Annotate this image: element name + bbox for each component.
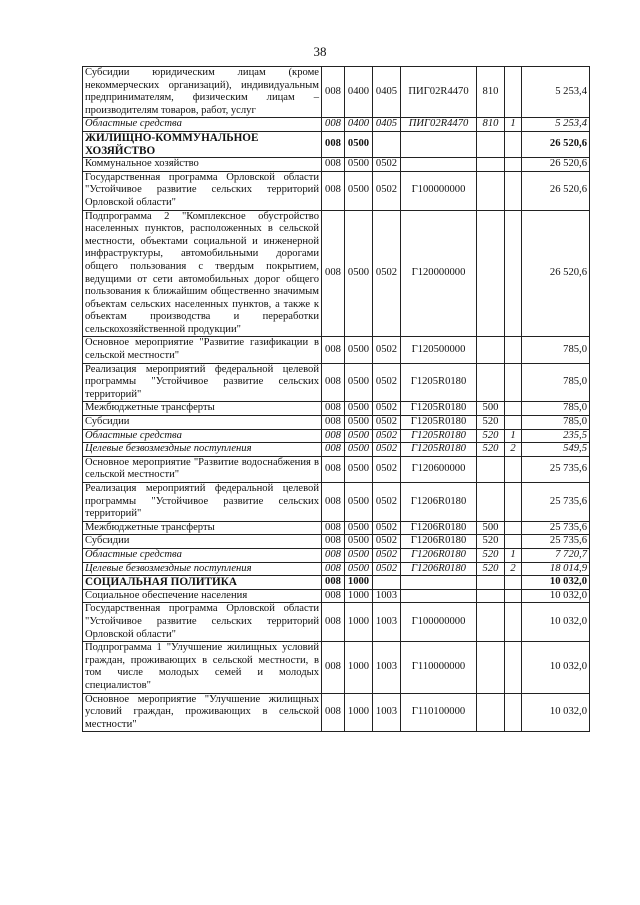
target-article-cell: Г1206R0180 — [401, 535, 477, 549]
row-name-cell: Подпрограмма 2 "Комплексное обустройство населенных пунктов, расположенных в сельской местности, объектами социальной и инженерной инфраструктуры, автомобильными дорогами общего пользования с твердым покрытием, ведущими от сети автомобильных дорог общего пользования к ближайшим общественно значимым объектам сельских населенных пунктов, а также к объектам производства и переработки сельскохозяйственной продукции" — [83, 210, 322, 337]
funding-source-cell — [505, 158, 522, 172]
table-row — [83, 171, 590, 210]
row-name-cell: Целевые безвозмездные поступления — [83, 443, 322, 457]
subsection-code-cell: 1003 — [373, 589, 401, 603]
table-row — [83, 589, 590, 603]
ved-code-cell: 008 — [322, 67, 345, 118]
expense-type-cell: 520 — [477, 548, 505, 562]
table-row — [83, 131, 590, 157]
target-article-cell: ПИГ02R4470 — [401, 67, 477, 118]
expense-type-cell — [477, 456, 505, 482]
target-article-cell: Г1206R0180 — [401, 483, 477, 522]
expense-type-cell: 810 — [477, 118, 505, 132]
ved-code-cell: 008 — [322, 443, 345, 457]
subsection-code-cell: 0405 — [373, 118, 401, 132]
target-article-cell: Г120000000 — [401, 210, 477, 337]
funding-source-cell — [505, 210, 522, 337]
section-code-cell: 0500 — [345, 337, 373, 363]
section-code-cell: 1000 — [345, 693, 373, 732]
amount-cell: 5 253,4 — [522, 118, 590, 132]
section-code-cell: 0500 — [345, 456, 373, 482]
subsection-code-cell: 1003 — [373, 642, 401, 693]
table-row — [83, 603, 590, 642]
expense-type-cell: 520 — [477, 443, 505, 457]
target-article-cell: Г110100000 — [401, 693, 477, 732]
table-row — [83, 535, 590, 549]
ved-code-cell: 008 — [322, 158, 345, 172]
ved-code-cell: 008 — [322, 363, 345, 402]
expense-type-cell — [477, 131, 505, 157]
subsection-code-cell: 0502 — [373, 456, 401, 482]
amount-cell: 26 520,6 — [522, 210, 590, 337]
ved-code-cell: 008 — [322, 171, 345, 210]
target-article-cell: Г110000000 — [401, 642, 477, 693]
target-article-cell: Г1205R0180 — [401, 416, 477, 430]
section-code-cell: 0500 — [345, 548, 373, 562]
section-code-cell: 0400 — [345, 67, 373, 118]
expense-type-cell — [477, 210, 505, 337]
expense-type-cell — [477, 171, 505, 210]
funding-source-cell: 2 — [505, 562, 522, 576]
subsection-code-cell: 0502 — [373, 402, 401, 416]
section-code-cell: 0500 — [345, 535, 373, 549]
section-code-cell: 0500 — [345, 210, 373, 337]
funding-source-cell — [505, 535, 522, 549]
table-row — [83, 642, 590, 693]
amount-cell: 5 253,4 — [522, 67, 590, 118]
row-name-cell: Реализация мероприятий федеральной целевой программы "Устойчивое развитие сельских территорий" — [83, 363, 322, 402]
subsection-code-cell: 1003 — [373, 693, 401, 732]
ved-code-cell: 008 — [322, 416, 345, 430]
amount-cell: 25 735,6 — [522, 521, 590, 535]
ved-code-cell: 008 — [322, 548, 345, 562]
target-article-cell: Г100000000 — [401, 171, 477, 210]
table-row — [83, 429, 590, 443]
row-name-cell: Основное мероприятие "Развитие водоснабжения в сельской местности" — [83, 456, 322, 482]
amount-cell: 10 032,0 — [522, 576, 590, 590]
section-code-cell: 0500 — [345, 429, 373, 443]
ved-code-cell: 008 — [322, 429, 345, 443]
expense-type-cell — [477, 483, 505, 522]
target-article-cell: ПИГ02R4470 — [401, 118, 477, 132]
section-code-cell: 0500 — [345, 483, 373, 522]
table-row — [83, 363, 590, 402]
table-row — [83, 693, 590, 732]
ved-code-cell: 008 — [322, 456, 345, 482]
section-code-cell: 0500 — [345, 443, 373, 457]
ved-code-cell: 008 — [322, 483, 345, 522]
amount-cell: 25 735,6 — [522, 456, 590, 482]
table-row — [83, 576, 590, 590]
table-row — [83, 548, 590, 562]
target-article-cell: Г1205R0180 — [401, 443, 477, 457]
target-article-cell — [401, 576, 477, 590]
row-name-cell: Межбюджетные трансферты — [83, 402, 322, 416]
ved-code-cell: 008 — [322, 521, 345, 535]
row-name-cell: Государственная программа Орловской области "Устойчивое развитие сельских территорий Орловской области" — [83, 171, 322, 210]
subsection-code-cell: 0502 — [373, 158, 401, 172]
row-name-cell: Реализация мероприятий федеральной целевой программы "Устойчивое развитие сельских территорий" — [83, 483, 322, 522]
section-code-cell: 1000 — [345, 642, 373, 693]
subsection-code-cell: 0502 — [373, 521, 401, 535]
expense-type-cell: 500 — [477, 521, 505, 535]
table-row — [83, 337, 590, 363]
expense-type-cell — [477, 603, 505, 642]
row-name-cell: Субсидии юридическим лицам (кроме некоммерческих организаций), индивидуальным предпринимателям, физическим лицам – производителям товаров, работ, услуг — [83, 67, 322, 118]
subsection-code-cell: 0502 — [373, 535, 401, 549]
row-name-cell: Субсидии — [83, 416, 322, 430]
ved-code-cell: 008 — [322, 337, 345, 363]
row-name-cell: Межбюджетные трансферты — [83, 521, 322, 535]
funding-source-cell — [505, 456, 522, 482]
target-article-cell — [401, 589, 477, 603]
funding-source-cell: 1 — [505, 118, 522, 132]
expense-type-cell: 520 — [477, 416, 505, 430]
section-code-cell: 1000 — [345, 589, 373, 603]
funding-source-cell — [505, 589, 522, 603]
amount-cell: 26 520,6 — [522, 131, 590, 157]
expense-type-cell — [477, 337, 505, 363]
section-code-cell: 0400 — [345, 118, 373, 132]
funding-source-cell — [505, 363, 522, 402]
funding-source-cell: 1 — [505, 429, 522, 443]
ved-code-cell: 008 — [322, 589, 345, 603]
table-row — [83, 521, 590, 535]
row-name-cell: Областные средства — [83, 548, 322, 562]
subsection-code-cell: 0502 — [373, 429, 401, 443]
subsection-code-cell: 0502 — [373, 443, 401, 457]
target-article-cell: Г1206R0180 — [401, 562, 477, 576]
table-row — [83, 443, 590, 457]
row-name-cell: Основное мероприятие "Улучшение жилищных условий граждан, проживающих в сельской местности" — [83, 693, 322, 732]
funding-source-cell: 1 — [505, 548, 522, 562]
target-article-cell: Г1205R0180 — [401, 363, 477, 402]
target-article-cell: Г1205R0180 — [401, 429, 477, 443]
expense-type-cell: 500 — [477, 402, 505, 416]
expense-type-cell — [477, 158, 505, 172]
funding-source-cell — [505, 576, 522, 590]
section-code-cell: 0500 — [345, 363, 373, 402]
row-name-cell: Государственная программа Орловской области "Устойчивое развитие сельских территорий Орловской области" — [83, 603, 322, 642]
subsection-code-cell: 0502 — [373, 483, 401, 522]
expense-type-cell — [477, 363, 505, 402]
expense-type-cell — [477, 589, 505, 603]
row-name-cell: Основное мероприятие "Развитие газификации в сельской местности" — [83, 337, 322, 363]
amount-cell: 7 720,7 — [522, 548, 590, 562]
funding-source-cell — [505, 337, 522, 363]
table-row — [83, 416, 590, 430]
row-name-cell: Социальное обеспечение населения — [83, 589, 322, 603]
subsection-code-cell — [373, 131, 401, 157]
ved-code-cell: 008 — [322, 535, 345, 549]
ved-code-cell: 008 — [322, 603, 345, 642]
row-name-cell: Областные средства — [83, 118, 322, 132]
section-code-cell: 0500 — [345, 402, 373, 416]
expense-type-cell: 520 — [477, 535, 505, 549]
amount-cell: 10 032,0 — [522, 642, 590, 693]
subsection-code-cell: 0502 — [373, 171, 401, 210]
amount-cell: 235,5 — [522, 429, 590, 443]
ved-code-cell: 008 — [322, 693, 345, 732]
subsection-code-cell: 0502 — [373, 363, 401, 402]
subsection-code-cell: 0502 — [373, 416, 401, 430]
amount-cell: 25 735,6 — [522, 483, 590, 522]
amount-cell: 785,0 — [522, 337, 590, 363]
funding-source-cell — [505, 521, 522, 535]
target-article-cell: Г120600000 — [401, 456, 477, 482]
funding-source-cell — [505, 131, 522, 157]
expense-type-cell: 810 — [477, 67, 505, 118]
funding-source-cell — [505, 483, 522, 522]
table-row — [83, 118, 590, 132]
table-row — [83, 483, 590, 522]
target-article-cell: Г1206R0180 — [401, 521, 477, 535]
row-name-cell: СОЦИАЛЬНАЯ ПОЛИТИКА — [83, 576, 322, 590]
amount-cell: 10 032,0 — [522, 603, 590, 642]
target-article-cell: Г100000000 — [401, 603, 477, 642]
target-article-cell — [401, 131, 477, 157]
row-name-cell: Субсидии — [83, 535, 322, 549]
page-number: 38 — [313, 44, 327, 59]
funding-source-cell — [505, 603, 522, 642]
target-article-cell — [401, 158, 477, 172]
ved-code-cell: 008 — [322, 642, 345, 693]
funding-source-cell: 2 — [505, 443, 522, 457]
amount-cell: 549,5 — [522, 443, 590, 457]
row-name-cell: ЖИЛИЩНО-КОММУНАЛЬНОЕ ХОЗЯЙСТВО — [83, 131, 322, 157]
funding-source-cell — [505, 67, 522, 118]
section-code-cell: 0500 — [345, 521, 373, 535]
section-code-cell: 0500 — [345, 416, 373, 430]
ved-code-cell: 008 — [322, 118, 345, 132]
amount-cell: 10 032,0 — [522, 693, 590, 732]
section-code-cell: 1000 — [345, 576, 373, 590]
amount-cell: 785,0 — [522, 402, 590, 416]
subsection-code-cell: 0502 — [373, 548, 401, 562]
funding-source-cell — [505, 693, 522, 732]
table-row — [83, 562, 590, 576]
amount-cell: 18 014,9 — [522, 562, 590, 576]
expense-type-cell — [477, 576, 505, 590]
target-article-cell: Г120500000 — [401, 337, 477, 363]
amount-cell: 26 520,6 — [522, 171, 590, 210]
row-name-cell: Областные средства — [83, 429, 322, 443]
expense-type-cell: 520 — [477, 562, 505, 576]
amount-cell: 10 032,0 — [522, 589, 590, 603]
funding-source-cell — [505, 402, 522, 416]
ved-code-cell: 008 — [322, 210, 345, 337]
row-name-cell: Целевые безвозмездные поступления — [83, 562, 322, 576]
table-row — [83, 210, 590, 337]
ved-code-cell: 008 — [322, 131, 345, 157]
table-row — [83, 67, 590, 118]
subsection-code-cell: 0502 — [373, 562, 401, 576]
section-code-cell: 0500 — [345, 562, 373, 576]
section-code-cell: 0500 — [345, 158, 373, 172]
expense-type-cell: 520 — [477, 429, 505, 443]
subsection-code-cell — [373, 576, 401, 590]
funding-source-cell — [505, 416, 522, 430]
amount-cell: 785,0 — [522, 416, 590, 430]
subsection-code-cell: 0502 — [373, 337, 401, 363]
subsection-code-cell: 1003 — [373, 603, 401, 642]
expense-type-cell — [477, 642, 505, 693]
funding-source-cell — [505, 171, 522, 210]
budget-table — [82, 66, 590, 732]
row-name-cell: Коммунальное хозяйство — [83, 158, 322, 172]
section-code-cell: 0500 — [345, 131, 373, 157]
ved-code-cell: 008 — [322, 576, 345, 590]
ved-code-cell: 008 — [322, 562, 345, 576]
target-article-cell: Г1206R0180 — [401, 548, 477, 562]
table-row — [83, 456, 590, 482]
section-code-cell: 1000 — [345, 603, 373, 642]
expense-type-cell — [477, 693, 505, 732]
target-article-cell: Г1205R0180 — [401, 402, 477, 416]
subsection-code-cell: 0502 — [373, 210, 401, 337]
amount-cell: 25 735,6 — [522, 535, 590, 549]
subsection-code-cell: 0405 — [373, 67, 401, 118]
row-name-cell: Подпрограмма 1 "Улучшение жилищных условий граждан, проживающих в сельской местности, в том числе молодых семей и молодых специалистов" — [83, 642, 322, 693]
section-code-cell: 0500 — [345, 171, 373, 210]
ved-code-cell: 008 — [322, 402, 345, 416]
amount-cell: 26 520,6 — [522, 158, 590, 172]
amount-cell: 785,0 — [522, 363, 590, 402]
funding-source-cell — [505, 642, 522, 693]
table-row — [83, 402, 590, 416]
table-row — [83, 158, 590, 172]
